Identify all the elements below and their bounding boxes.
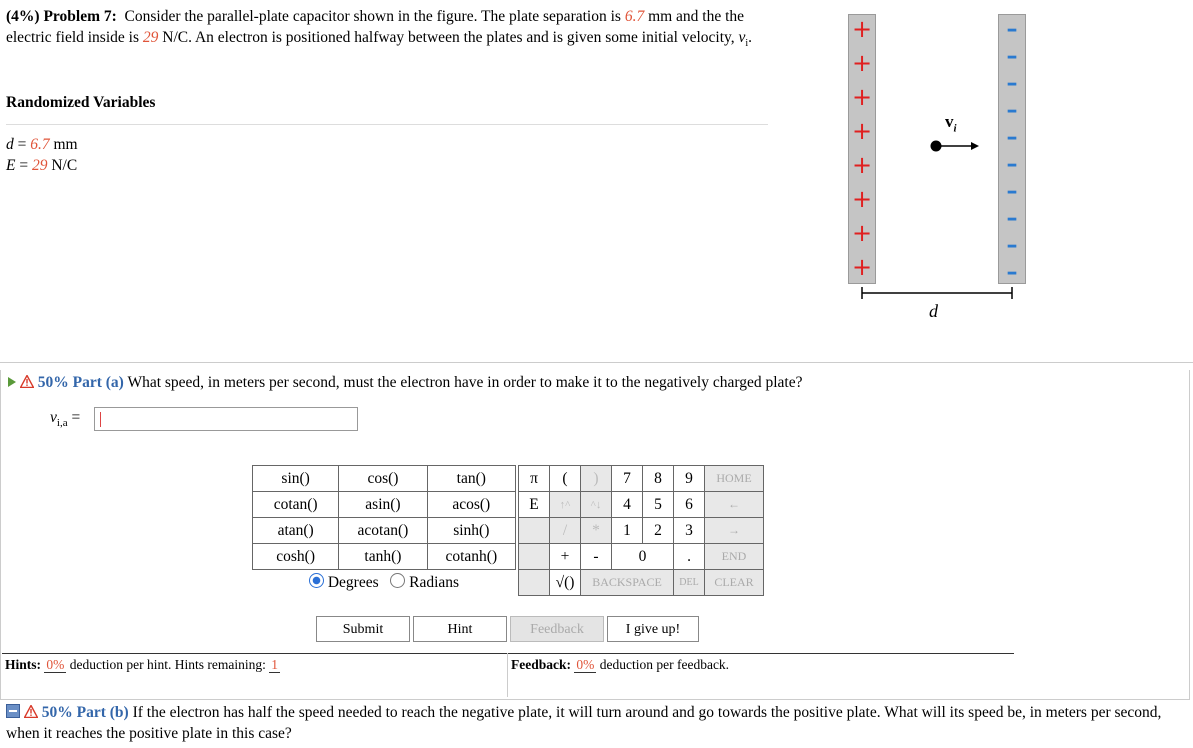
- blank-key: [519, 570, 550, 596]
- minus-sign: –: [1006, 98, 1018, 123]
- pi-key[interactable]: π: [519, 466, 550, 492]
- end-key[interactable]: END: [705, 544, 764, 570]
- plus-sign: +: [851, 83, 873, 111]
- home-key[interactable]: HOME: [705, 466, 764, 492]
- hints-text: deduction per hint. Hints remaining:: [69, 657, 266, 672]
- hints-label: Hints:: [5, 657, 42, 672]
- plus-sign: +: [851, 117, 873, 145]
- clear-key[interactable]: CLEAR: [705, 570, 764, 596]
- plus-sign: +: [851, 185, 873, 213]
- key-4[interactable]: 4: [612, 492, 643, 518]
- decimal-key[interactable]: .: [674, 544, 705, 570]
- angle-mode-selector: [253, 570, 516, 596]
- expand-arrow-icon[interactable]: [8, 377, 16, 387]
- multiply-key[interactable]: *: [581, 518, 612, 544]
- superscript-down-key[interactable]: ^↓: [581, 492, 612, 518]
- cotan-key[interactable]: cotan(): [253, 492, 339, 518]
- del-key[interactable]: DEL: [674, 570, 705, 596]
- minus-key[interactable]: -: [581, 544, 612, 570]
- answer-variable-label: [50, 409, 80, 429]
- problem-number: Problem 7:: [43, 8, 117, 25]
- minus-sign: –: [1006, 233, 1018, 258]
- degrees-label[interactable]: Degrees: [327, 574, 379, 591]
- variable-E-eq: =: [15, 157, 32, 174]
- key-6[interactable]: 6: [674, 492, 705, 518]
- problem-text-3: N/C. An electron is positioned halfway between the plates and is given some initial velocity,: [162, 29, 735, 46]
- section-divider: [0, 362, 1193, 363]
- plus-sign: +: [851, 15, 873, 43]
- variable-E-unit: N/C: [47, 157, 78, 174]
- problem-vi: v: [738, 29, 746, 46]
- plus-sign: +: [851, 151, 873, 179]
- feedback-label: Feedback:: [511, 657, 571, 672]
- feedback-percent: 0%: [576, 657, 595, 672]
- part-a-label: Part (a): [72, 374, 124, 391]
- submit-button[interactable]: Submit: [316, 616, 410, 642]
- key-9[interactable]: 9: [674, 466, 705, 492]
- atan-key[interactable]: atan(): [253, 518, 339, 544]
- left-arrow-key[interactable]: ←: [705, 492, 764, 518]
- hints-divider: [2, 653, 1014, 654]
- variable-E-label: E: [6, 157, 16, 174]
- answer-var-sub: i,a: [56, 417, 68, 430]
- function-keypad: [252, 465, 516, 595]
- key-2[interactable]: 2: [643, 518, 674, 544]
- divide-key[interactable]: /: [550, 518, 581, 544]
- degrees-radio[interactable]: [309, 573, 324, 588]
- backspace-key[interactable]: BACKSPACE: [581, 570, 674, 596]
- blank-key: [519, 544, 550, 570]
- hints-info: [5, 657, 280, 673]
- acos-key[interactable]: acos(): [427, 492, 515, 518]
- part-a-header[interactable]: [8, 374, 802, 392]
- minus-sign: –: [1006, 17, 1018, 42]
- hint-button[interactable]: Hint: [413, 616, 507, 642]
- minus-sign: –: [1006, 152, 1018, 177]
- key-3[interactable]: 3: [674, 518, 705, 544]
- key-8[interactable]: 8: [643, 466, 674, 492]
- part-b-question: If the electron has half the speed needed to reach the negative plate, it will turn around and go towards the positive plate. What will its speed be, in meters per second, when it reaches the positive plate in this case?: [6, 704, 1162, 742]
- feedback-button[interactable]: Feedback: [510, 616, 604, 642]
- plus-sign: +: [851, 253, 873, 281]
- separation-dimension-line: [858, 285, 1018, 301]
- positive-plate: [848, 14, 876, 284]
- variable-d-eq: =: [13, 136, 31, 153]
- answer-var-v: v: [50, 409, 57, 426]
- radians-radio[interactable]: [390, 573, 405, 588]
- part-b-label: Part (b): [76, 704, 129, 721]
- minus-sign: –: [1006, 260, 1018, 285]
- key-5[interactable]: 5: [643, 492, 674, 518]
- e-key[interactable]: E: [519, 492, 550, 518]
- key-0[interactable]: 0: [612, 544, 674, 570]
- sin-key[interactable]: sin(): [253, 466, 339, 492]
- sinh-key[interactable]: sinh(): [427, 518, 515, 544]
- give-up-button[interactable]: I give up!: [607, 616, 699, 642]
- variable-d-value: 6.7: [30, 136, 50, 153]
- variable-d-unit: mm: [49, 136, 78, 153]
- acotan-key[interactable]: acotan(): [339, 518, 427, 544]
- problem-vi-sub: i: [745, 38, 749, 50]
- electron-velocity-arrow: [925, 135, 985, 157]
- cotanh-key[interactable]: cotanh(): [427, 544, 515, 570]
- hints-remaining: 1: [271, 657, 278, 672]
- velocity-label-sub: i: [953, 122, 957, 135]
- close-paren-key[interactable]: ): [581, 466, 612, 492]
- part-a-question: What speed, in meters per second, must the electron have in order to make it to the negatively charged plate?: [127, 374, 803, 391]
- minus-sign: –: [1006, 44, 1018, 69]
- negative-plate: [998, 14, 1026, 284]
- answer-var-eq: =: [67, 409, 81, 426]
- collapse-icon[interactable]: [6, 704, 20, 718]
- problem-text-1: Consider the parallel-plate capacitor shown in the figure. The plate separation is: [124, 8, 621, 25]
- problem-d-value: 6.7: [624, 8, 645, 25]
- key-1[interactable]: 1: [612, 518, 643, 544]
- answer-input[interactable]: [94, 407, 358, 431]
- velocity-label-v: v: [945, 112, 954, 131]
- problem-weight: (4%): [6, 8, 40, 25]
- problem-text-2: mm and the the electric field inside is: [6, 8, 745, 46]
- problem-statement: [6, 6, 766, 54]
- plus-sign: +: [851, 49, 873, 77]
- variable-E-value: 29: [31, 157, 48, 174]
- minus-sign: –: [1006, 179, 1018, 204]
- minus-sign: –: [1006, 71, 1018, 96]
- superscript-up-key[interactable]: ↑^: [550, 492, 581, 518]
- variable-d-label: d: [6, 136, 14, 153]
- feedback-info: [511, 657, 729, 673]
- sqrt-key[interactable]: √(): [550, 570, 581, 596]
- numeric-keypad: [518, 465, 764, 596]
- warning-icon: [20, 375, 34, 388]
- variable-E: [6, 157, 77, 175]
- part-a-percent: 50%: [37, 374, 69, 391]
- open-paren-key[interactable]: (: [550, 466, 581, 492]
- minus-sign: –: [1006, 206, 1018, 231]
- tanh-key[interactable]: tanh(): [339, 544, 427, 570]
- part-b-header[interactable]: [6, 702, 1186, 744]
- hints-column-divider: [507, 653, 508, 697]
- minus-sign: –: [1006, 125, 1018, 150]
- warning-icon: [24, 705, 38, 718]
- key-7[interactable]: 7: [612, 466, 643, 492]
- asin-key[interactable]: asin(): [339, 492, 427, 518]
- tan-key[interactable]: tan(): [427, 466, 515, 492]
- blank-key: [519, 518, 550, 544]
- part-b-percent: 50%: [41, 704, 73, 721]
- problem-E-value: 29: [142, 29, 159, 46]
- plus-sign: +: [851, 219, 873, 247]
- capacitor-figure: [840, 0, 1040, 330]
- feedback-text: deduction per feedback.: [599, 657, 730, 672]
- right-arrow-key[interactable]: →: [705, 518, 764, 544]
- velocity-label: [945, 112, 957, 134]
- hints-percent: 0%: [46, 657, 65, 672]
- cos-key[interactable]: cos(): [339, 466, 427, 492]
- divider: [6, 124, 768, 125]
- text-caret: [100, 412, 101, 427]
- plus-key[interactable]: +: [550, 544, 581, 570]
- separation-label: d: [929, 301, 938, 321]
- problem-end: .: [748, 29, 753, 46]
- radians-label[interactable]: Radians: [409, 574, 460, 591]
- randomized-variables-heading: Randomized Variables: [6, 94, 156, 111]
- cosh-key[interactable]: cosh(): [253, 544, 339, 570]
- variable-d: [6, 136, 78, 154]
